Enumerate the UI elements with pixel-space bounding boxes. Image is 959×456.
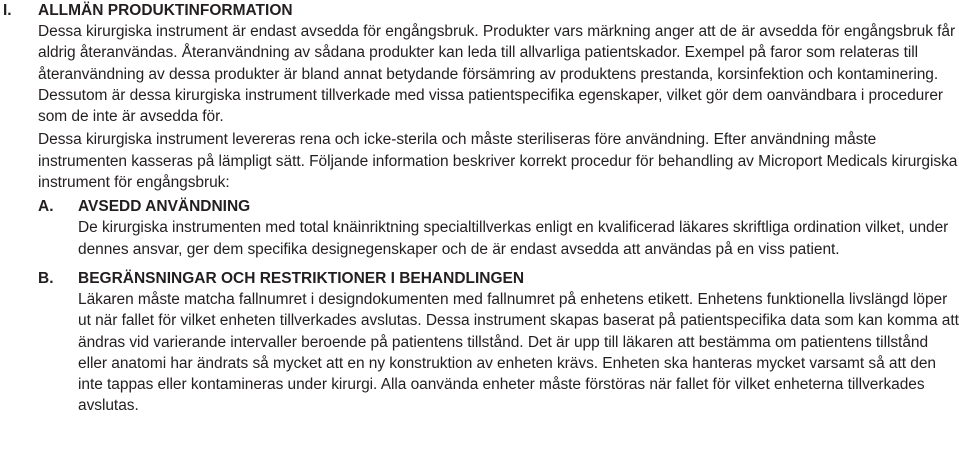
section-number: I.	[3, 2, 12, 19]
section-title: ALLMÄN PRODUKTINFORMATION	[38, 2, 293, 19]
subsection-b-number: B.	[38, 269, 54, 287]
subsection-a-title: AVSEDD ANVÄNDNING	[78, 198, 251, 216]
subsection-a-heading	[38, 196, 959, 217]
procedure-paragraph: Dessa kirurgiska instrument levereras rena och icke-sterila och måste steriliseras före användning. Efter användning måste instrumenten kasseras på lämpligt sätt. Följande information beskriver korrekt procedur för behandling av Microport Medicals kirurgiska instrument för engångsbruk:	[38, 131, 958, 192]
subsection-b-text: Läkaren måste matcha fallnumret i designdokumenten med fallnumret på enhetens etikett. Enhetens funktionella livslängd löper ut när fallet för vilket enheten tillverkades avslutas. Dessa instrument skapas baserat på patientspecifika data som kan komma att ändras vid varierande intervaller beroende på patientens tillstånd. Det är upp till läkaren att bestämma om patientens tillstånd eller anatomi har ändrats så mycket att en ny konstruktion av enheten krävs. Enheten ska hanteras mycket varsamt så att den inte tappas eller kontamineras under kirurgi. Alla oanvända enheter måste förstöras när fallet för vilket enheterna tillverkades avslutas.	[78, 290, 959, 415]
section-heading	[0, 0, 959, 21]
subsection-b-title: BEGRÄNSNINGAR OCH RESTRIKTIONER I BEHANDLINGEN	[78, 269, 525, 287]
subsection-b-heading	[38, 268, 959, 289]
intro-paragraph: Dessa kirurgiska instrument är endast avsedda för engångsbruk. Produkter vars märkning anger att de är avsedda för engångsbruk får aldrig återanvändas. Återanvändning av sådana produkter kan leda till allvarliga patientskador. Exempel på faror som relateras till återanvändning av dessa produkter är bland annat betydande försämring av produktens prestanda, korsinfektion och kontaminering. Dessutom är dessa kirurgiska instrument tillverkade med vissa patientspecifika egenskaper, vilket gör dem oanvändbara i procedurer som de inte är avsedda för.	[38, 23, 956, 126]
subsection-a-number: A.	[38, 198, 54, 216]
subsection-a-text: De kirurgiska instrumenten med total knäinriktning specialtillverkas enligt en kvalificerad läkares skriftliga ordination vilket, under dennes ansvar, ger dem specifika designegenskaper och de är endast avsedda att användas på en viss patient.	[78, 219, 949, 258]
